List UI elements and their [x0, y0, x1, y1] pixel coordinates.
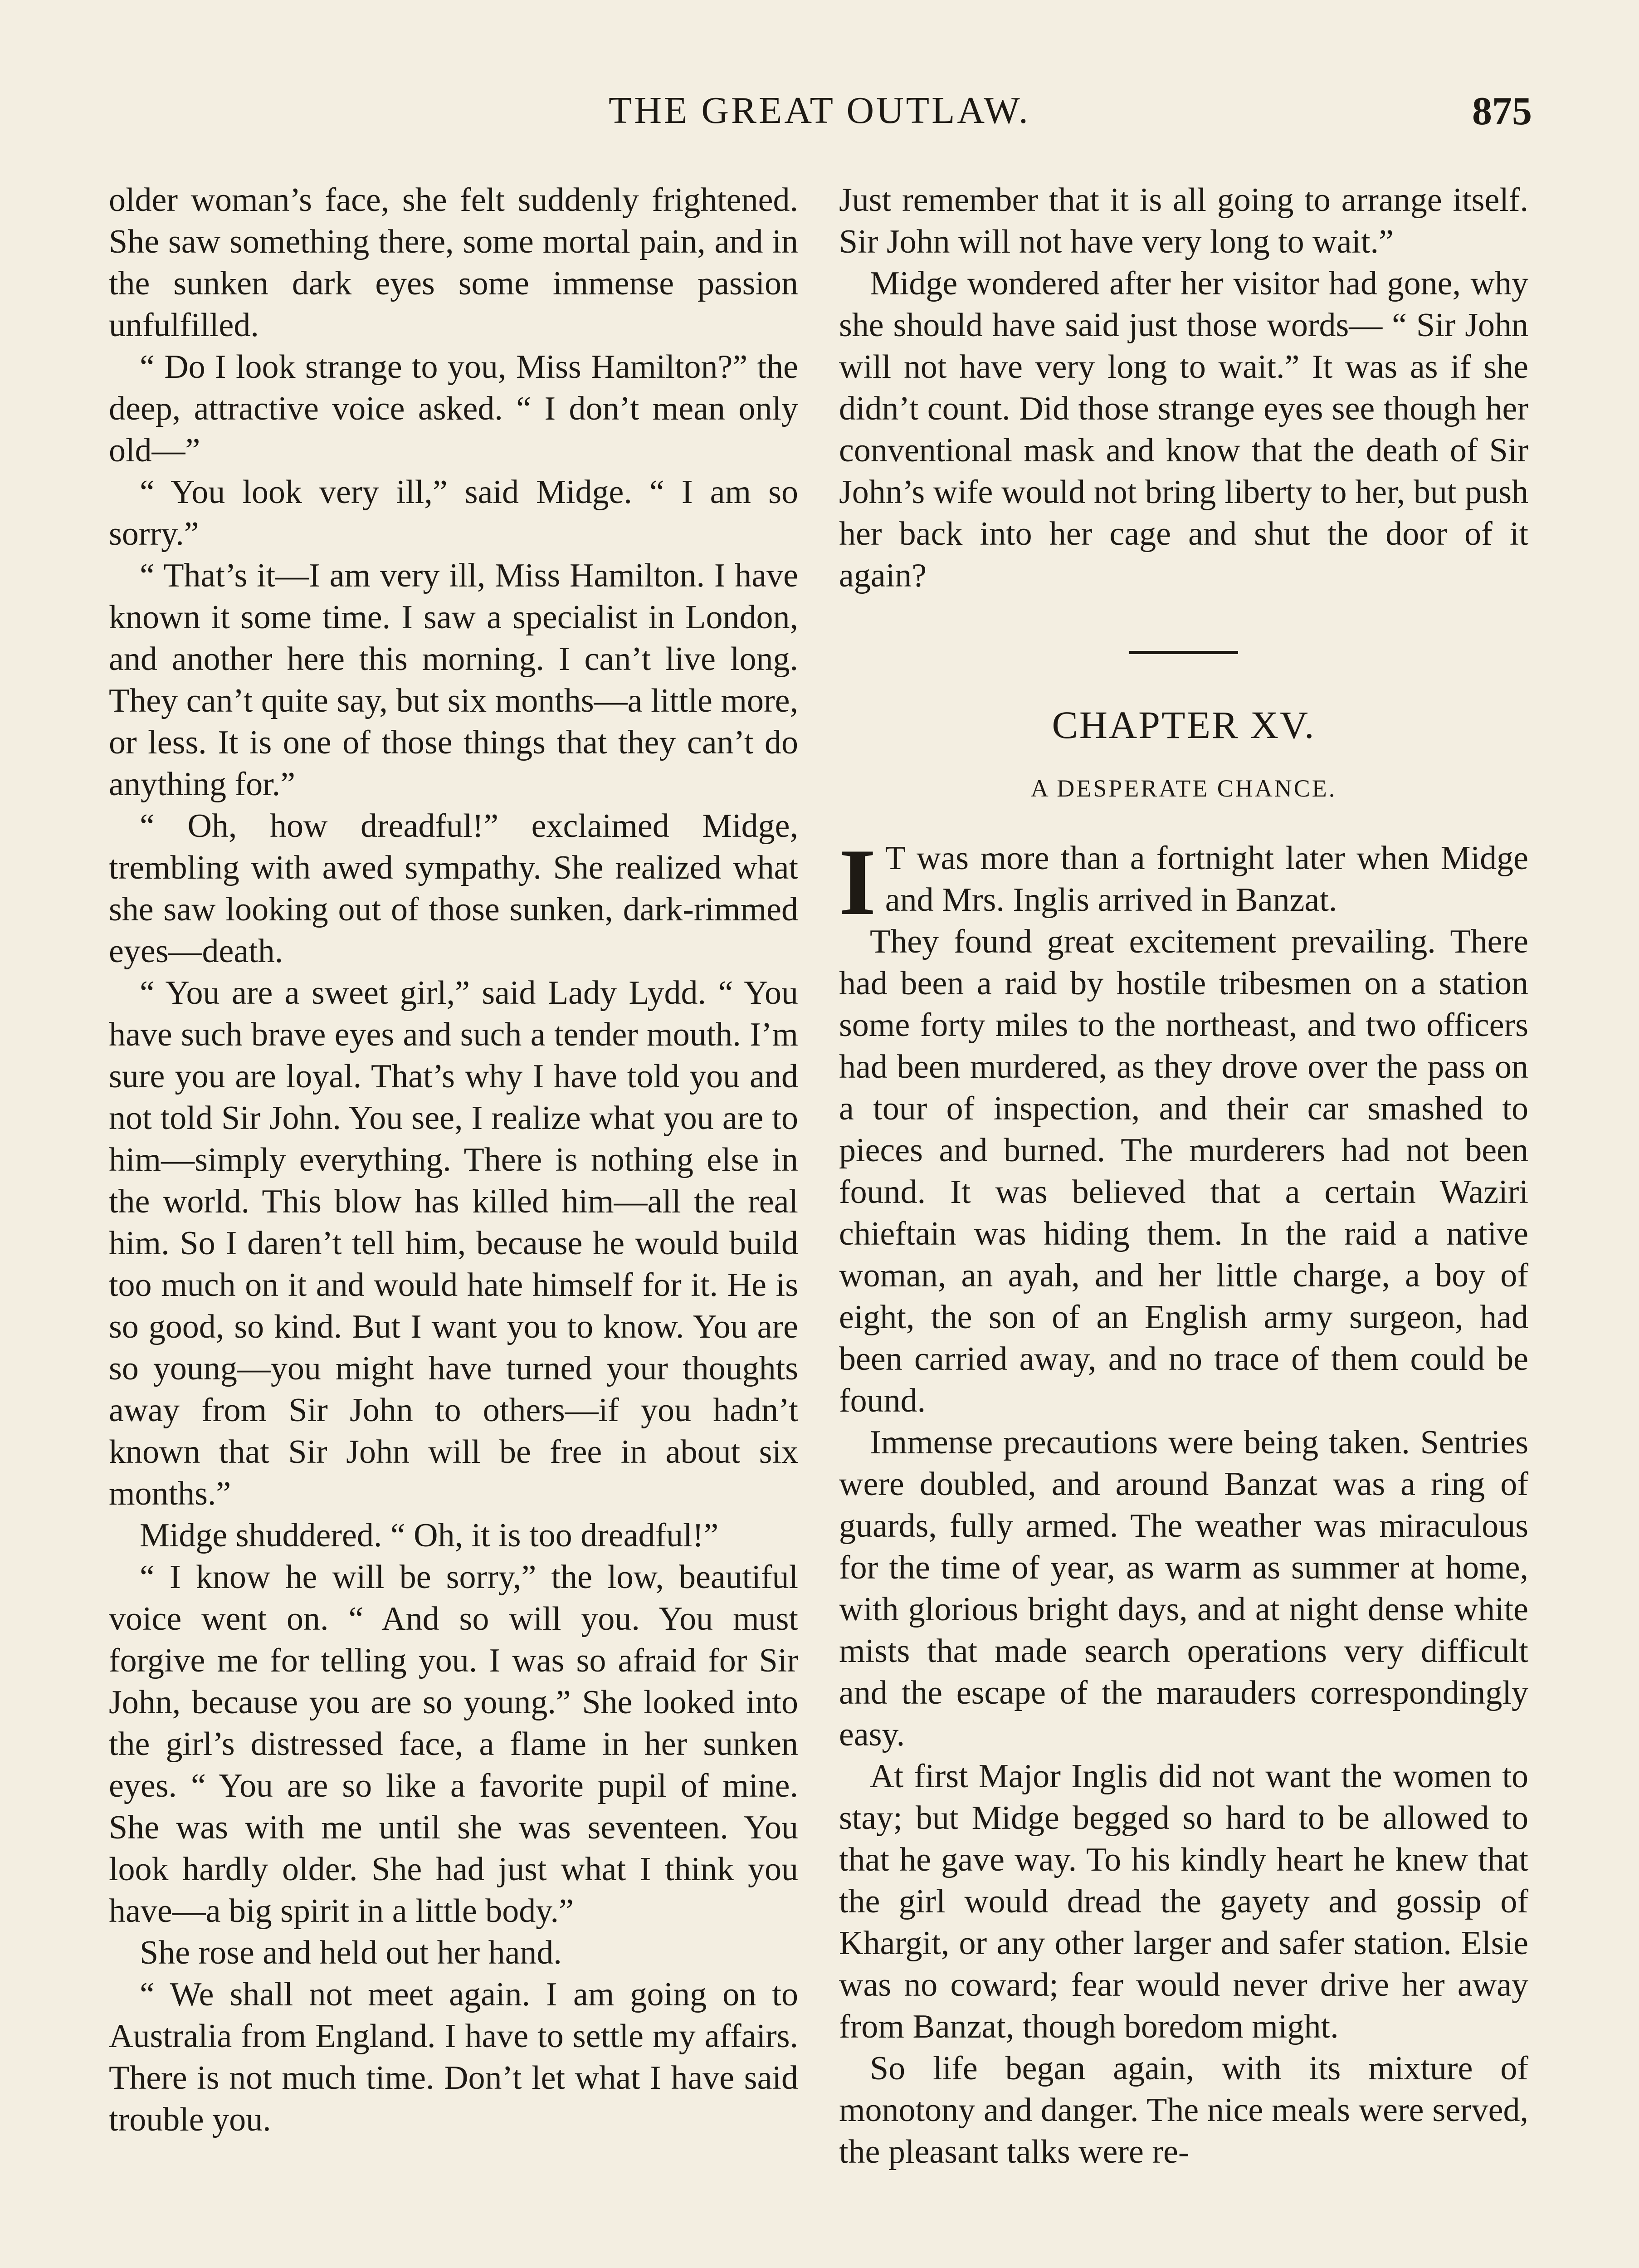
paragraph: “ You look very ill,” said Midge. “ I am so sorry.”: [109, 474, 798, 552]
right-column: [839, 179, 1528, 2173]
paragraph: “ You are a sweet girl,” said Lady Lydd. “ You have such brave eyes and such a tender mouth. I’m sure you are loyal. That’s why I have told you and not told Sir John. You see, I realize what you are to him—simply everything. There is nothing else in the world. This blow has killed him—all the real him. So I daren’t tell him, because he would build too much on it and would hate himself for it. He is so good, so kind. But I want you to know. You are so young—you might have turned your thoughts away from Sir John to others—if you hadn’t known that Sir John will be free in about six months.”: [109, 974, 798, 1512]
paragraph: Midge shuddered. “ Oh, it is too dreadful!”: [140, 1517, 719, 1554]
paragraph: Midge wondered after her visitor had gone, why she should have said just those words— “ Sir John will not have very long to wait.” It was as if she didn’t count. Did those strange eyes see though her conventional mask and know that the death of Sir John’s wife would not bring liberty to her, but push her back into her cage and shut the door of it again?: [839, 265, 1528, 594]
page-number: 875: [1472, 89, 1532, 133]
paragraph: “ Oh, how dreadful!” exclaimed Midge, trembling with awed sympathy. She realized what she saw looking out of those sunken, dark-rimmed eyes—death.: [109, 807, 798, 970]
chapter-title: CHAPTER XV.: [1052, 703, 1316, 747]
chapter-subtitle: A DESPERATE CHANCE.: [1030, 775, 1337, 802]
left-column: [109, 179, 798, 2141]
paragraph: “ We shall not meet again. I am going on to Australia from England. I have to settle my affairs. There is not much time. Don’t let what I have said trouble you.: [109, 1976, 798, 2138]
paragraph: They found great excitement prevailing. There had been a raid by hostile tribesmen on a station some forty miles to the northeast, and two officers had been murdered, as they drove over the pass on a tour of inspection, and their car smashed to pieces and burned. The murderers had not been found. It was believed that a certain Waziri chieftain was hiding them. In the raid a native woman, an ayah, and her little charge, a boy of eight, the son of an English army surgeon, had been carried away, and no trace of them could be found.: [839, 923, 1528, 1419]
opening-text: T was more than a fortnight later when Midge and Mrs. Inglis arrived in Banzat.: [885, 840, 1528, 919]
paragraph: Just remember that it is all going to arrange itself. Sir John will not have very long to wait.”: [839, 181, 1528, 260]
running-title: THE GREAT OUTLAW.: [609, 89, 1030, 132]
paragraph: She rose and held out her hand.: [140, 1934, 562, 1971]
paragraph: older woman’s face, she felt suddenly frightened. She saw something there, some mortal pain, and in the sunken dark eyes some immense passion unfulfilled.: [109, 181, 798, 344]
paragraph: So life began again, with its mixture of monotony and danger. The nice meals were served, the pleasant talks were re-: [839, 2050, 1528, 2170]
paragraph: At first Major Inglis did not want the women to stay; but Midge begged so hard to be allowed to that he gave way. To his kindly heart he knew that the girl would dread the gayety and gossip of Khargit, or any other larger and safer station. Elsie was no coward; fear would never drive her away from Banzat, though boredom might.: [839, 1758, 1528, 2045]
page-header: [0, 88, 1639, 152]
paragraph: “ Do I look strange to you, Miss Hamilton?” the deep, attractive voice asked. “ I don’t mean only old—”: [109, 348, 798, 469]
paragraph: “ That’s it—I am very ill, Miss Hamilton. I have known it some time. I saw a specialist in London, and another here this morning. I can’t live long. They can’t quite say, but six months—a little more, or less. It is one of those things that they can’t do anything for.”: [109, 557, 798, 803]
drop-cap: I: [839, 830, 876, 935]
section-divider: [1129, 651, 1238, 654]
paragraph: Immense precautions were being taken. Sentries were doubled, and around Banzat was a ring of guards, fully armed. The weather was miraculous for the time of year, as warm as summer at home, with glorious bright days, and at night dense white mists that made search operations very difficult and the escape of the marauders correspondingly easy.: [839, 1424, 1528, 1753]
paragraph: “ I know he will be sorry,” the low, beautiful voice went on. “ And so will you. You must forgive me for telling you. I was so afraid for Sir John, because you are so young.” She looked into the girl’s distressed face, a flame in her sunken eyes. “ You are so like a favorite pupil of mine. She was with me until she was seventeen. You look hardly older. She had just what I think you have—a big spirit in a little body.”: [109, 1559, 798, 1930]
opening-paragraph: [839, 830, 1528, 935]
